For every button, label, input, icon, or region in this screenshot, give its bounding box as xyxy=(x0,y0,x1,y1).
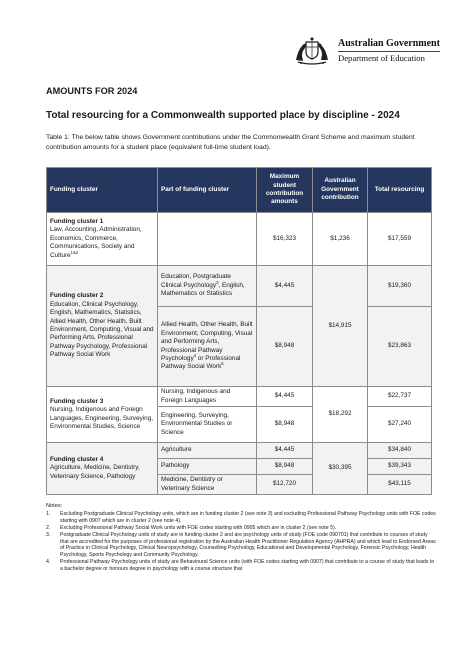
cluster-1-total: $17,559 xyxy=(368,213,432,266)
cluster-4-cell xyxy=(47,443,158,495)
cluster-2-gov: $14,915 xyxy=(313,266,368,387)
cluster-3-total-a: $22,737 xyxy=(368,387,432,407)
note-item: 2. Excluding Professional Pathway Social Work units with FOE codes starting with 0905 which are in cluster 2 (see note 5). xyxy=(46,524,337,531)
cluster-2-total-b: $23,863 xyxy=(368,307,432,387)
section-heading: AMOUNTS FOR 2024 xyxy=(46,86,138,96)
header-max-student-contribution: Maximum student contribution amounts xyxy=(257,168,313,213)
cluster-3-part-b: Engineering, Surveying, Environmental Studies or Science xyxy=(158,407,257,443)
table-header-row xyxy=(47,168,432,213)
coat-of-arms-icon xyxy=(292,34,332,66)
department-name: Department of Education xyxy=(338,51,440,64)
cluster-4-name: Funding cluster 4 xyxy=(50,455,104,463)
cluster-4-part-c: Medicine, Dentistry or Veterinary Science xyxy=(158,475,257,495)
cluster-1-note-ref: 1&2 xyxy=(70,249,79,255)
cluster-2-part-a: Education, Postgraduate Clinical Psychology$^3$, English, Mathematics or Statistics xyxy=(158,266,257,307)
cluster-4-total-b: $39,343 xyxy=(368,459,432,475)
logo-text xyxy=(338,38,440,64)
cluster-2-name: Funding cluster 2 xyxy=(50,292,104,300)
cluster-1-name: Funding cluster 1 xyxy=(50,217,104,225)
cluster-2-cell xyxy=(47,266,158,387)
cluster-3-max-a: $4,445 xyxy=(257,387,313,407)
cluster-1-gov: $1,236 xyxy=(313,213,368,266)
cluster-4-total-c: $43,115 xyxy=(368,475,432,495)
cluster-4-gov: $30,395 xyxy=(313,443,368,495)
cluster-4-desc: Agriculture, Medicine, Dentistry, Veterinary Science, Pathology xyxy=(50,464,140,480)
government-logo xyxy=(292,34,462,68)
note-item: 1. Excluding Postgraduate Clinical Psychology units, which are in funding cluster 2 (see note 3) and excluding Professional Pathway Psychology units with FOE codes starting with 0907 which are in cluster 2 (see note 4). xyxy=(46,510,436,524)
cluster-3-max-b: $8,948 xyxy=(257,407,313,443)
note-item: 3. Postgraduate Clinical Psychology units of study are in funding cluster 2 and are psychology units of study (FOE code 090701) that contribute to courses of study that are accredited for the purposes of professional registration by the Australian Health Practitioner Regulation Agency (AHPRA) and which lead to Endorsed Areas of Practice in Clinical Psychology, Clinical Neuropsychology, Counselling Psychology, Educational and Developmental Psychology, Forensic Psychology, Health Psychology, Sports Psychology and Community Psychology. xyxy=(46,531,436,559)
cluster-2-desc: Education, Clinical Psychology, English, Mathematics, Statistics, Allied Health, Other Health, Built Environment, Computing, Visual and Performing Arts, Professional Pathway Psychology, Professional Pathway Social Work xyxy=(50,300,154,359)
header-funding-cluster: Funding cluster xyxy=(47,168,158,213)
cluster-4-max-c: $12,720 xyxy=(257,475,313,495)
cluster-1-max: $16,323 xyxy=(257,213,313,266)
table-row xyxy=(47,443,432,459)
cluster-2-max-b: $8,948 xyxy=(257,307,313,387)
cluster-4-part-b: Pathology xyxy=(158,459,257,475)
table-row xyxy=(47,213,432,266)
cluster-1-cell xyxy=(47,213,158,266)
notes-section xyxy=(46,503,436,573)
org-name: Australian Government xyxy=(338,38,440,49)
cluster-3-cell xyxy=(47,387,158,443)
cluster-3-desc: Nursing, Indigenous and Foreign Languages, Engineering, Surveying, Environmental Studies, Science xyxy=(50,406,154,430)
notes-title: Notes: xyxy=(46,503,63,509)
cluster-3-gov: $18,292 xyxy=(313,387,368,443)
page-title: Total resourcing for a Commonwealth supported place by discipline - 2024 xyxy=(46,110,400,121)
table-row xyxy=(47,266,432,307)
header-part-of-cluster: Part of funding cluster xyxy=(158,168,257,213)
cluster-1-desc: Law, Accounting, Administration, Economics, Commerce, Communications, Society and Culture xyxy=(50,226,142,259)
cluster-3-part-a: Nursing, Indigenous and Foreign Languages xyxy=(158,387,257,407)
cluster-3-total-b: $27,240 xyxy=(368,407,432,443)
header-total-resourcing: Total resourcing xyxy=(368,168,432,213)
cluster-2-max-a: $4,445 xyxy=(257,266,313,307)
cluster-4-max-a: $4,445 xyxy=(257,443,313,459)
cluster-1-part xyxy=(158,213,257,266)
resourcing-table xyxy=(46,167,432,495)
cluster-2-total-a: $19,360 xyxy=(368,266,432,307)
cluster-3-name: Funding cluster 3 xyxy=(50,397,104,405)
header-government-contribution: Australian Government contribution xyxy=(313,168,368,213)
table-row xyxy=(47,387,432,407)
cluster-4-max-b: $8,948 xyxy=(257,459,313,475)
cluster-4-part-a: Agriculture xyxy=(158,443,257,459)
table-caption: Table 1: The below table shows Government contributions under the Commonwealth Grant Scheme and maximum student contribution amounts for a student place (equivalent full-time student load). xyxy=(46,134,415,151)
cluster-4-total-a: $34,840 xyxy=(368,443,432,459)
cluster-2-part-b: Allied Health, Other Health, Built Environment, Computing, Visual and Performing Arts, Professional Pathway Psychology$^4$ or Professional Pathway Social Work$^5$ xyxy=(158,307,257,387)
note-item: 4. Professional Pathway Psychology units of study are Behavioural Science units (with FOE codes starting with 0907) that contribute to a course of study that leads to a bachelor degree or honours degree in psychology with a course structure that xyxy=(46,559,435,573)
